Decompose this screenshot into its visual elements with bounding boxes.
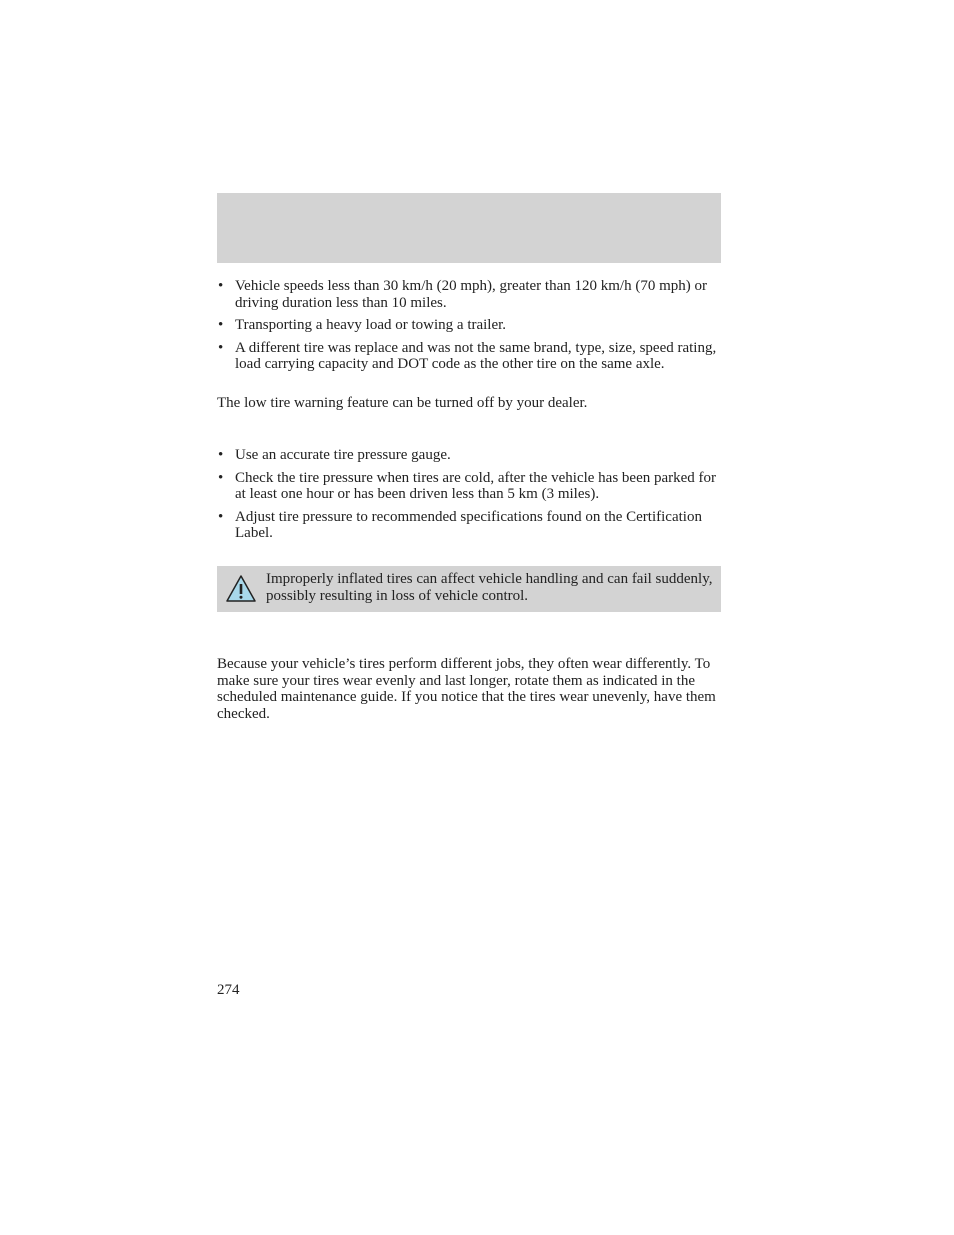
list-item: • Check the tire pressure when tires are cold, after the vehicle has been parked for at least one hour or has been driven less than 5 km (3 miles). [218,469,717,502]
list-item: • Vehicle speeds less than 30 km/h (20 mph), greater than 120 km/h (70 mph) or driving duration less than 10 miles. [218,278,707,311]
conditions-list [217,278,721,379]
list-item: • Use an accurate tire pressure gauge. [218,447,451,463]
rotation-paragraph: Because your vehicle’s tires perform different jobs, they often wear differently. To make sure your tires wear evenly and last longer, rotate them as indicated in the scheduled maintenance guide. If you notice that the tires wear unevenly, have them checked. [217,656,716,722]
warning-text: Improperly inflated tires can affect vehicle handling and can fail suddenly, possibly resulting in loss of vehicle control. [266,571,713,604]
header-band [217,193,721,263]
list-item: • Transporting a heavy load or towing a trailer. [218,317,507,333]
pressure-tips-list [217,447,721,548]
list-item: • Adjust tire pressure to recommended specifications found on the Certification Label. [218,508,702,541]
warning-triangle-icon [225,574,257,604]
list-item: • A different tire was replace and was not the same brand, type, size, speed rating, load carrying capacity and DOT code as the other tire on the same axle. [218,339,717,372]
warning-box [217,566,721,612]
page-number: 274 [217,982,240,998]
dealer-note: The low tire warning feature can be turned off by your dealer. [217,395,588,411]
